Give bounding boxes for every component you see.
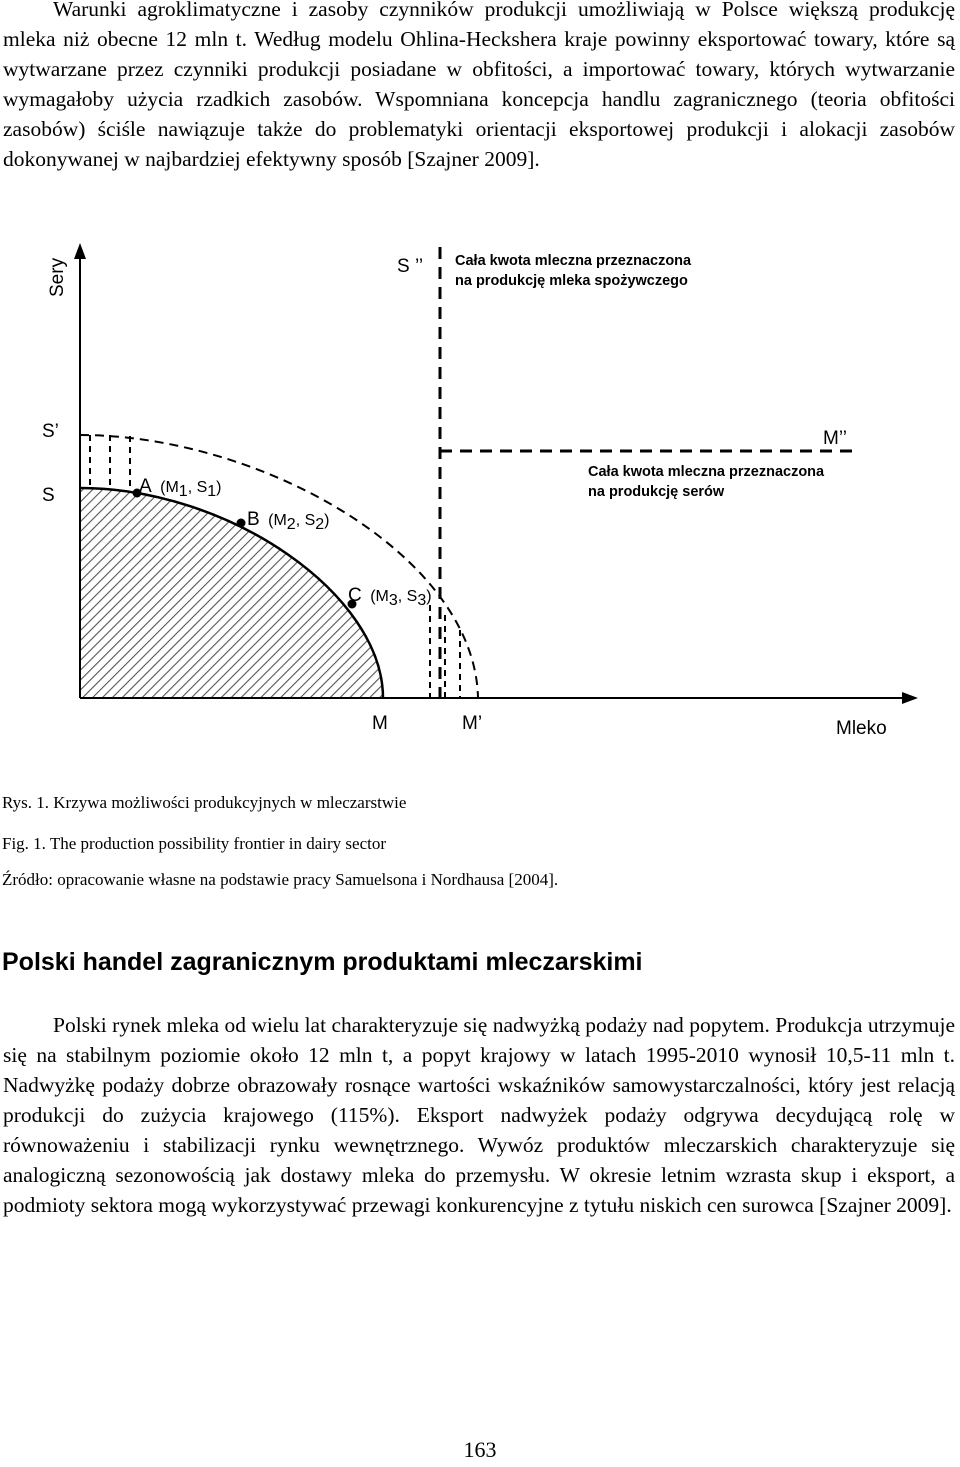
figure-caption-polish: Rys. 1. Krzywa możliwości produkcyjnych w mleczarstwie xyxy=(2,793,407,812)
market-paragraph: Polski rynek mleka od wielu lat charakteryzuje się nadwyżką podaży nad popytem. Produkcja utrzymuje się na stabilnym poziomie około 12 mln t, a popyt krajowy w latach 1995-2010 wynosił 10,5-11 mln t. Nadwyżkę podaży dobrze obrazowały rosnące wartości wskaźników samowystarczalności, który jest relacją produkcji do zużycia krajowego (115%). Eksport nadwyżek podaży odgrywa decydującą rolę w równoważeniu i stabilizacji rynku wewnętrznego. Wywóz produktów mleczarskich charakteryzuje się analogiczną sezonowością jak dostawy mleka do przemysłu. W okresie letnim wzrasta skup i eksport, a podmioty sektora mogą wykorzystywać przewagi konkurencyjne z tytułu niskich cen surowca [Szajner 2009]. xyxy=(3,1013,955,1217)
note-consumer-line2: na produkcję mleka spożywczego xyxy=(455,273,688,289)
label-s: S xyxy=(42,485,55,506)
page-number: 163 xyxy=(463,1437,497,1462)
label-m: M xyxy=(372,713,388,734)
intro-paragraph: Warunki agroklimatyczne i zasoby czynników produkcji umożliwiają w Polsce większą produkcję mleka niż obecne 12 mln t. Według modelu Ohlina-Heckshera kraje powinny eksportować towary, które są wytwarzane przez czynniki produkcji posiadane w obfitości, a importować towary, których wytwarzanie wymagałoby użycia rzadkich zasobów. Wspomniana koncepcja handlu zagranicznego (teoria obfitości zasobów) ściśle nawiązuje także do problematyki orientacji eksportowej produkcji i alokacji zasobów dokonywanej w najbardziej efektywny sposób [Szajner 2009]. xyxy=(3,0,955,171)
label-s-double: S ’’ xyxy=(397,256,424,277)
point-a-label: A (M1, S1) xyxy=(139,476,222,500)
y-axis-arrow-icon xyxy=(74,243,86,259)
label-s-prime: S’ xyxy=(42,421,59,442)
label-m-double: M’’ xyxy=(823,428,847,449)
figure-source: Źródło: opracowanie własne na podstawie pracy Samuelsona i Nordhausa [2004]. xyxy=(2,870,559,889)
production-possibility-figure xyxy=(0,235,960,755)
label-m-prime: M’ xyxy=(462,713,483,734)
point-c-label: C (M3, S3) xyxy=(348,585,432,609)
y-axis-label: Sery xyxy=(47,257,68,297)
note-cheese-line2: na produkcję serów xyxy=(588,484,725,500)
note-cheese-line1: Cała kwota mleczna przeznaczona xyxy=(588,464,825,480)
point-b-label: B (M2, S2) xyxy=(247,509,330,533)
x-axis-arrow-icon xyxy=(902,692,918,704)
frontier-area xyxy=(80,488,383,698)
point-b-marker xyxy=(237,519,246,528)
note-consumer-line1: Cała kwota mleczna przeznaczona xyxy=(455,253,692,269)
figure-caption-english: Fig. 1. The production possibility frontier in dairy sector xyxy=(2,834,387,853)
x-axis-label: Mleko xyxy=(836,718,887,739)
section-heading: Polski handel zagranicznym produktami mleczarskimi xyxy=(2,948,643,976)
